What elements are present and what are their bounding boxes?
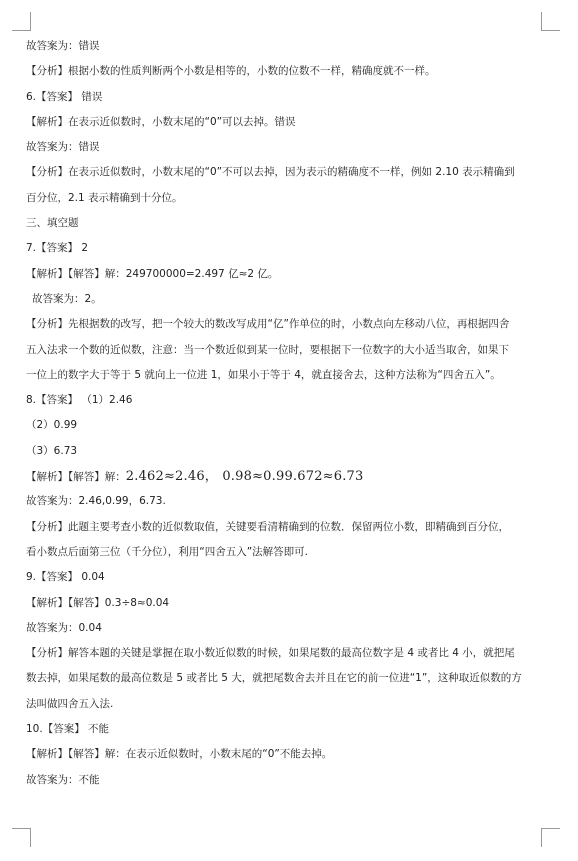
question-7-analysis-cont: 一位上的数字大于等于 5 就向上一位进 1，如果小于等于 4，就直接舍去，这种方法称为“四舍五入”。 bbox=[26, 368, 501, 381]
question-10-result: 故答案为：不能 bbox=[26, 773, 100, 786]
question-8-answer-3: （3）6.73 bbox=[26, 444, 78, 457]
question-6-result: 故答案为：错误 bbox=[26, 141, 100, 154]
question-8-answer-2: （2）0.99 bbox=[26, 419, 78, 432]
crop-mark-bottom-left bbox=[12, 828, 31, 847]
question-9-analysis: 【分析】解答本题的关键是掌握在取小数近似数的时候，如果尾数的最高位数字是 4 或者比 4 小，就把尾 bbox=[26, 647, 515, 660]
question-6-analysis: 【分析】在表示近似数时，小数末尾的“0”不可以去掉，因为表示的精确度不一样，例如 2.10 表示精确到 bbox=[26, 166, 515, 179]
question-8-analysis: 【分析】此题主要考查小数的近似数取值，关键要看清精确到的位数．保留两位小数，即精确到百分位， bbox=[26, 520, 509, 533]
question-8-explanation bbox=[26, 464, 556, 489]
question-9-analysis-cont: 数去掉，如果尾数的最高位数是 5 或者比 5 大，就把尾数舍去并且在它的前一位进“1”，这种取近似数的方 bbox=[26, 672, 522, 685]
question-8-answer: 8.【答案】 （1）2.46 bbox=[26, 394, 133, 407]
question-10-explanation: 【解析】【解答】解：在表示近似数时，小数末尾的“0”不能去掉。 bbox=[26, 748, 333, 761]
question-9-result: 故答案为：0.04 bbox=[26, 621, 102, 634]
question-7-analysis-cont: 五入法求一个数的近似数，注意：当一个数近似到某一位时，要根据下一位数字的大小适当取舍，如果下 bbox=[26, 343, 509, 356]
question-7-analysis: 【分析】先根据数的改写，把一个较大的数改写成用“亿”作单位的时，小数点向左移动八位，再根据四舍 bbox=[26, 318, 510, 331]
question-9-analysis-cont: 法叫做四舍五入法. bbox=[26, 697, 114, 710]
question-6-analysis-cont: 百分位，2.1 表示精确到十分位。 bbox=[26, 191, 183, 204]
analysis-line: 【分析】根据小数的性质判断两个小数是相等的，小数的位数不一样，精确度就不一样。 bbox=[26, 65, 436, 78]
question-8-result: 故答案为：2.46,0.99，6.73. bbox=[26, 495, 166, 508]
question-7-result: 故答案为：2。 bbox=[32, 292, 102, 305]
question-8-analysis-cont: 看小数点后面第三位（千分位），利用“四舍五入”法解答即可. bbox=[26, 545, 308, 558]
crop-mark-top-left bbox=[12, 12, 31, 31]
question-9-answer: 9.【答案】 0.04 bbox=[26, 571, 105, 584]
question-6-answer: 6.【答案】 错误 bbox=[26, 90, 103, 103]
rounding-expression: 2.462≈2.46， 0.98≈0.99.672≈6.73 bbox=[125, 469, 364, 485]
question-7-explanation: 【解析】【解答】解：249700000=2.497 亿≈2 亿。 bbox=[26, 267, 279, 280]
question-10-answer: 10.【答案】 不能 bbox=[26, 723, 110, 736]
section-heading-fill-in: 三、填空题 bbox=[26, 217, 79, 230]
question-7-answer: 7.【答案】 2 bbox=[26, 242, 89, 255]
question-9-explanation: 【解析】【解答】0.3÷8≈0.04 bbox=[26, 596, 170, 609]
crop-mark-top-right bbox=[541, 12, 560, 31]
crop-mark-bottom-right bbox=[541, 828, 560, 847]
answer-line: 故答案为：错误 bbox=[26, 40, 100, 52]
question-6-explanation: 【解析】在表示近似数时，小数末尾的“0”可以去掉。错误 bbox=[26, 115, 296, 128]
explanation-label: 【解析】【解答】解： bbox=[26, 471, 126, 484]
document-body bbox=[26, 34, 556, 793]
